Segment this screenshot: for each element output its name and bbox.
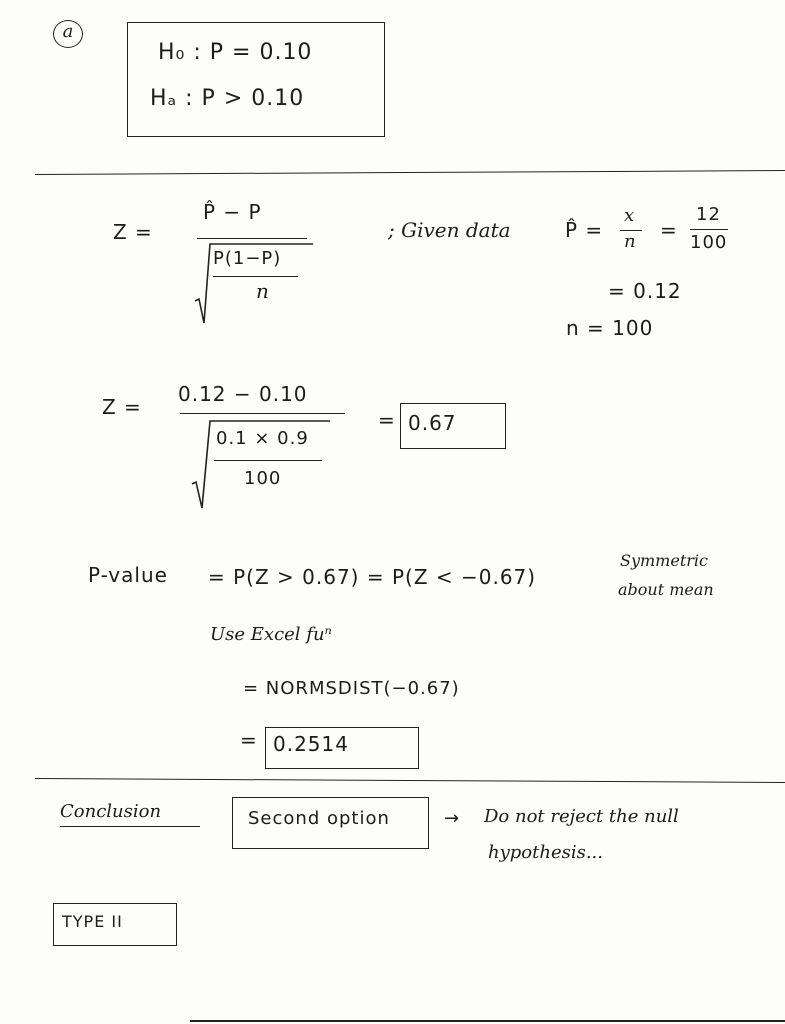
z-calc-equals: = [378,408,396,432]
p-hat-value-num: 12 [696,204,721,225]
divider [35,778,785,783]
symmetric-note-2: about mean [618,580,714,599]
given-data-label: ; Given data [388,218,511,242]
p-hat-equals: = [660,218,678,242]
z-calc-fraction-bar [180,413,345,414]
bottom-edge [190,1020,785,1022]
symmetric-note: Symmetric [620,551,708,570]
conclusion-text-2: hypothesis... [488,842,603,863]
p-value-result: 0.2514 [273,732,349,756]
error-type: TYPE II [62,912,123,931]
z-formula-inner-denominator: n [256,279,269,303]
part-label [53,20,83,48]
z-calc-inner-denominator: 100 [244,468,282,489]
p-hat-value-den: 100 [690,232,728,253]
p-value-label: P-value [88,563,168,587]
p-hat-value-bar [690,229,728,230]
z-formula-inner-bar [213,276,298,277]
null-hypothesis: H₀ : P = 0.10 [158,40,313,65]
part-label-text: a [62,21,74,42]
alternative-hypothesis: Hₐ : P > 0.10 [150,86,305,111]
p-hat-den: n [624,231,636,252]
p-value-expression: = P(Z > 0.67) = P(Z < −0.67) [208,565,537,589]
conclusion-label: Conclusion [60,801,162,822]
conclusion-underline [60,826,200,827]
p-hat-result: = 0.12 [608,279,682,303]
divider [35,170,785,175]
p-hat-num: x [624,205,635,226]
arrow-icon: → [444,808,461,829]
z-calc-lhs: Z = [102,395,142,419]
conclusion-choice: Second option [248,808,390,829]
z-formula-inner-numerator: P(1−P) [213,248,282,269]
z-calc-inner-numerator: 0.1 × 0.9 [216,428,309,449]
z-formula-numerator: P̂ − P [203,200,262,224]
sample-size: n = 100 [566,316,654,340]
excel-formula: = NORMSDIST(−0.67) [243,678,460,699]
p-hat-lhs: P̂ = [565,218,604,242]
p-value-equals: = [240,728,258,752]
excel-note: Use Excel fuⁿ [210,624,332,645]
z-calc-inner-bar [214,460,322,461]
z-result: 0.67 [408,411,457,435]
conclusion-text: Do not reject the null [484,806,679,827]
z-formula-fraction-bar [197,238,307,239]
z-calc-numerator: 0.12 − 0.10 [178,382,308,406]
z-formula-lhs: Z = [113,220,153,244]
